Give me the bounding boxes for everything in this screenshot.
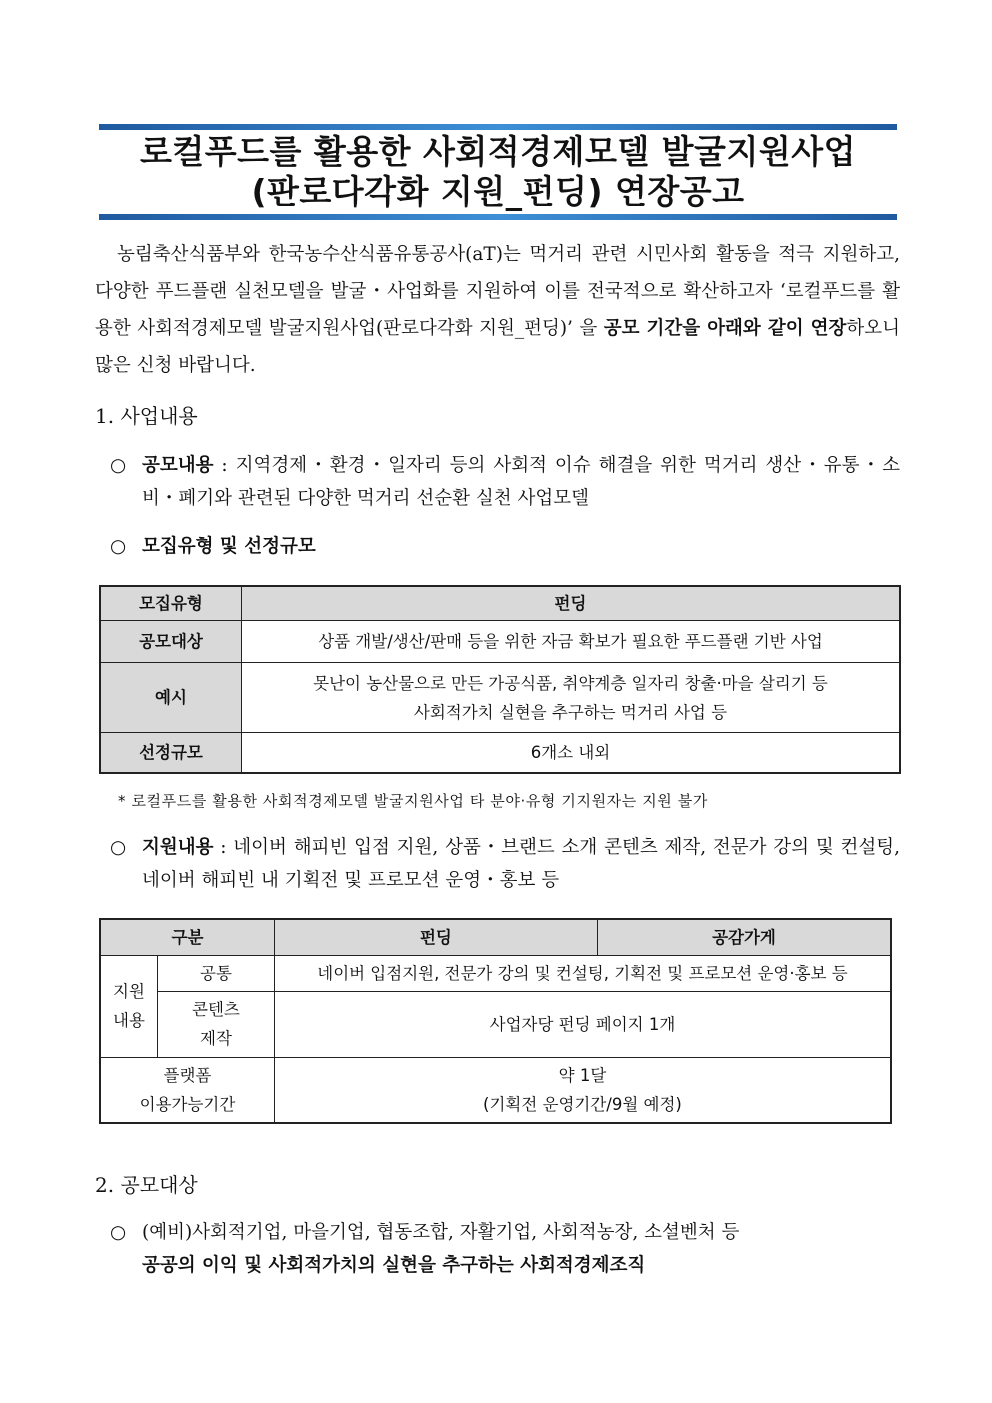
row-label-example: 예시 — [100, 663, 242, 733]
bullet-target — [110, 1216, 900, 1282]
support-period-value-line2: (기획전 운영기간/9월 예정) — [483, 1094, 682, 1114]
bullet-mark: ○ — [110, 1222, 127, 1243]
support-period-label — [100, 1057, 274, 1123]
support-header-category: 구분 — [100, 919, 274, 955]
bullet-support-label: 지원내용 — [142, 837, 214, 858]
support-common-value: 네이버 입점지원, 전문가 강의 및 컨설팅, 기획전 및 프로모션 운영·홍보 등 — [274, 955, 891, 991]
support-content-label — [158, 991, 275, 1057]
section2-line1: (예비)사회적기업, 마을기업, 협동조합, 자활기업, 사회적농장, 소셜벤처 등 — [142, 1222, 740, 1243]
support-content-line1: 콘텐츠 — [192, 1000, 240, 1019]
section1-heading: 1. 사업내용 — [95, 404, 198, 428]
bullet-recruit — [110, 530, 900, 563]
recruit-table-header-funding: 펀딩 — [242, 586, 901, 621]
row-label-target: 공모대상 — [100, 621, 242, 663]
title-line-2: (판로다각화 지원_펀딩) 연장공고 — [251, 172, 745, 211]
bullet-contents-label: 공모내용 — [142, 455, 214, 476]
support-group-line2: 내용 — [113, 1011, 145, 1030]
bullet-support-text: : 네이버 해피빈 입점 지원, 상품・브랜드 소개 콘텐츠 제작, 전문가 강의 및 컨설팅, 네이버 해피빈 내 기획전 및 프로모션 운영・홍보 등 — [142, 837, 900, 891]
support-period-value-line1: 약 1달 — [558, 1065, 607, 1085]
row-value-scale: 6개소 내외 — [242, 733, 901, 773]
recruit-table-header-type: 모집유형 — [100, 586, 242, 621]
support-period-value — [274, 1057, 891, 1123]
title-bar-bottom — [99, 214, 897, 220]
section2-line2: 공공의 이익 및 사회적가치의 실현을 추구하는 사회적경제조직 — [142, 1255, 646, 1276]
support-period-line1: 플랫폼 — [163, 1065, 212, 1085]
title-bar-top — [99, 124, 897, 130]
bullet-contents — [110, 449, 900, 515]
intro-text-1: 농림축산식품부와 한국농수산식품유통공사(aT)는 먹거리 관련 시민사회 활동을 적극 지원하고, 다양한 푸드플랜 실천모델을 발굴・사업화를 지원하여 이를 전국적으로 확산하고자 ‘로컬푸드를 활용한 사회적경제모델 발굴지원사업(판로다각화 지원_펀딩)’ 을 — [95, 244, 900, 339]
title-box — [99, 124, 897, 222]
support-header-shop: 공감가게 — [597, 919, 891, 955]
intro-paragraph — [95, 236, 900, 384]
row-label-scale: 선정규모 — [100, 733, 242, 773]
bullet-recruit-label: 모집유형 및 선정규모 — [142, 536, 316, 557]
section2-heading: 2. 공모대상 — [95, 1173, 198, 1197]
bullet-mark: ○ — [110, 536, 127, 557]
bullet-contents-text: : 지역경제・환경・일자리 등의 사회적 이슈 해결을 위한 먹거리 생산・유통・소비・폐기와 관련된 다양한 먹거리 선순환 실천 사업모델 — [142, 455, 900, 509]
page-title — [99, 132, 897, 212]
intro-bold: 공모 기간을 아래와 같이 연장 — [603, 318, 847, 339]
row-value-example — [242, 663, 901, 733]
row-value-example-line1: 못난이 농산물으로 만든 가공식품, 취약계층 일자리 창출·마을 살리기 등 — [313, 673, 828, 693]
support-group-line1: 지원 — [113, 982, 145, 1001]
footnote: * 로컬푸드를 활용한 사회적경제모델 발굴지원사업 타 분야·유형 기지원자는 지원 불가 — [118, 792, 708, 810]
support-period-line2: 이용가능기간 — [139, 1094, 236, 1114]
bullet-mark: ○ — [110, 455, 127, 476]
recruit-table — [99, 585, 901, 774]
support-table — [99, 918, 892, 1124]
support-group-label — [100, 955, 158, 1057]
row-value-example-line2: 사회적가치 실현을 추구하는 먹거리 사업 등 — [413, 702, 728, 722]
row-value-target: 상품 개발/생산/판매 등을 위한 자금 확보가 필요한 푸드플랜 기반 사업 — [242, 621, 901, 663]
support-content-line2: 제작 — [200, 1029, 232, 1048]
bullet-mark: ○ — [110, 837, 127, 858]
support-common-label: 공통 — [158, 955, 275, 991]
intro-text-2: 하오니 많은 신청 바랍니다. — [95, 318, 900, 376]
title-line-1: 로컬푸드를 활용한 사회적경제모델 발굴지원사업 — [140, 132, 856, 171]
support-header-funding: 펀딩 — [274, 919, 597, 955]
bullet-support — [110, 831, 900, 897]
support-content-value: 사업자당 펀딩 페이지 1개 — [274, 991, 891, 1057]
